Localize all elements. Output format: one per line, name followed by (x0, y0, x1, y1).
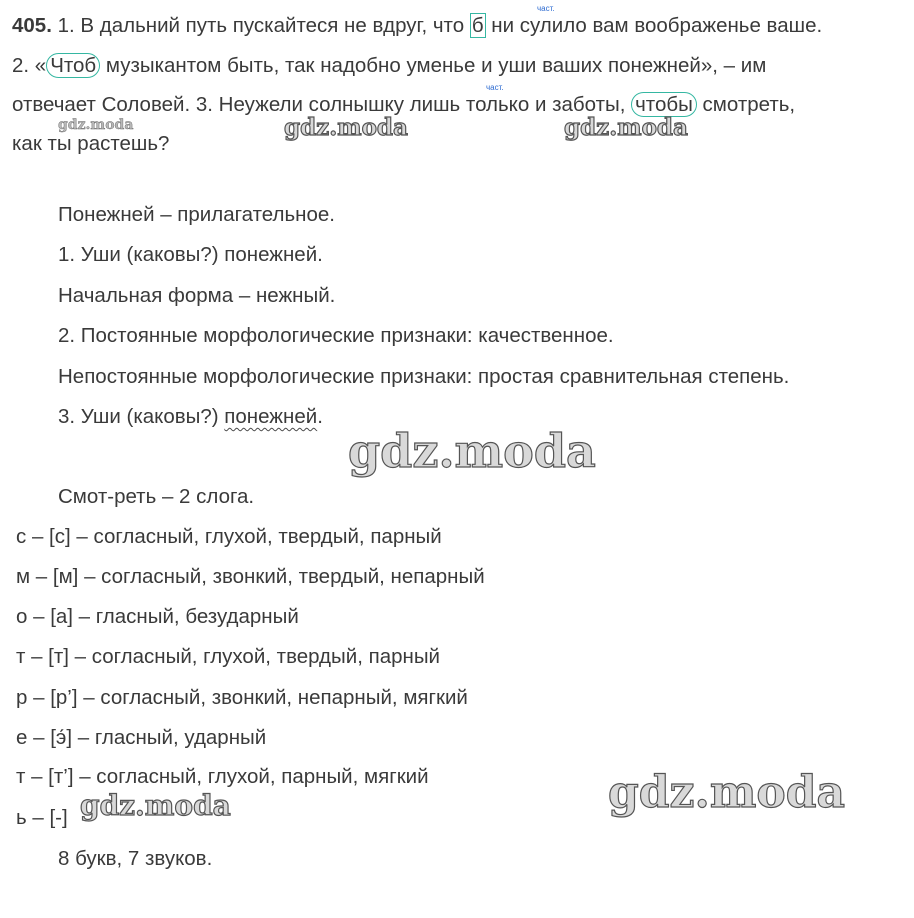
exercise-line-2 (12, 54, 766, 78)
phonetic-summary: 8 букв, 7 звуков. (58, 847, 213, 870)
analysis-line-6-pre: 3. Уши (каковы?) (58, 405, 225, 428)
watermark-logo: gdz.moda (608, 767, 846, 818)
exercise-text-2-pre: 2. « (12, 54, 47, 77)
exercise-text-3-pre: отвечает Соловей. 3. Неужели солнышку лишь только и заботы, (12, 93, 632, 116)
phonetic-row: т – [т] – согласный, глухой, твердый, парный (16, 645, 441, 668)
analysis-line-4: 2. Постоянные морфологические признаки: качественное. (58, 324, 614, 347)
exercise-number: 405. (12, 14, 52, 37)
exercise-text-2-rest: музыкантом быть, так надобно уменье и уши ваших понежней», – им (100, 54, 767, 77)
exercise-text-4: как ты растешь? (12, 132, 170, 155)
phonetic-row: с – [с] – согласный, глухой, твердый, парный (16, 525, 442, 548)
circled-conjunction-1: Чтоб (46, 53, 100, 78)
watermark-logo: gdz.moda (80, 789, 231, 822)
exercise-line-1 (12, 14, 822, 38)
part-of-speech-note-2: част. (486, 83, 504, 92)
watermark-logo: gdz.moda (58, 117, 134, 133)
phonetic-row: ь – [-] (16, 806, 68, 829)
watermark-logo: gdz.moda (348, 424, 596, 478)
analysis-line-6 (58, 405, 323, 429)
phonetic-row: т – [т’] – согласный, глухой, парный, мягкий (16, 765, 429, 788)
phonetic-row: о – [а] – гласный, безударный (16, 605, 299, 628)
analysis-line-2: 1. Уши (каковы?) понежней. (58, 243, 323, 266)
phonetic-row: е – [э́] – гласный, ударный (16, 726, 267, 749)
exercise-text-3-rest: смотреть, (696, 93, 796, 116)
exercise-line-4 (12, 132, 169, 156)
analysis-line-5: Непостоянные морфологические признаки: простая сравнительная степень. (58, 365, 790, 388)
boxed-particle: б (471, 14, 484, 37)
exercise-text-1: 1. В дальний путь пускайтеся не вдруг, что (51, 14, 470, 37)
exercise-text-1-rest: ни сулило вам воображенье ваше. (485, 14, 823, 37)
phonetic-row: м – [м] – согласный, звонкий, твердый, непарный (16, 565, 485, 588)
analysis-line-6-post: . (317, 405, 323, 428)
predicate-underlined-word: понежней (224, 405, 318, 428)
analysis-line-1: Понежней – прилагательное. (58, 203, 335, 226)
analysis-line-3: Начальная форма – нежный. (58, 284, 336, 307)
circled-conjunction-2: чтобы (631, 92, 697, 117)
phonetic-title: Смот-реть – 2 слога. (58, 485, 255, 508)
watermark-logo: gdz.moda (564, 114, 688, 141)
part-of-speech-note-1: част. (537, 4, 555, 13)
phonetic-row: р – [р’] – согласный, звонкий, непарный, мягкий (16, 686, 468, 709)
watermark-logo: gdz.moda (284, 114, 408, 141)
